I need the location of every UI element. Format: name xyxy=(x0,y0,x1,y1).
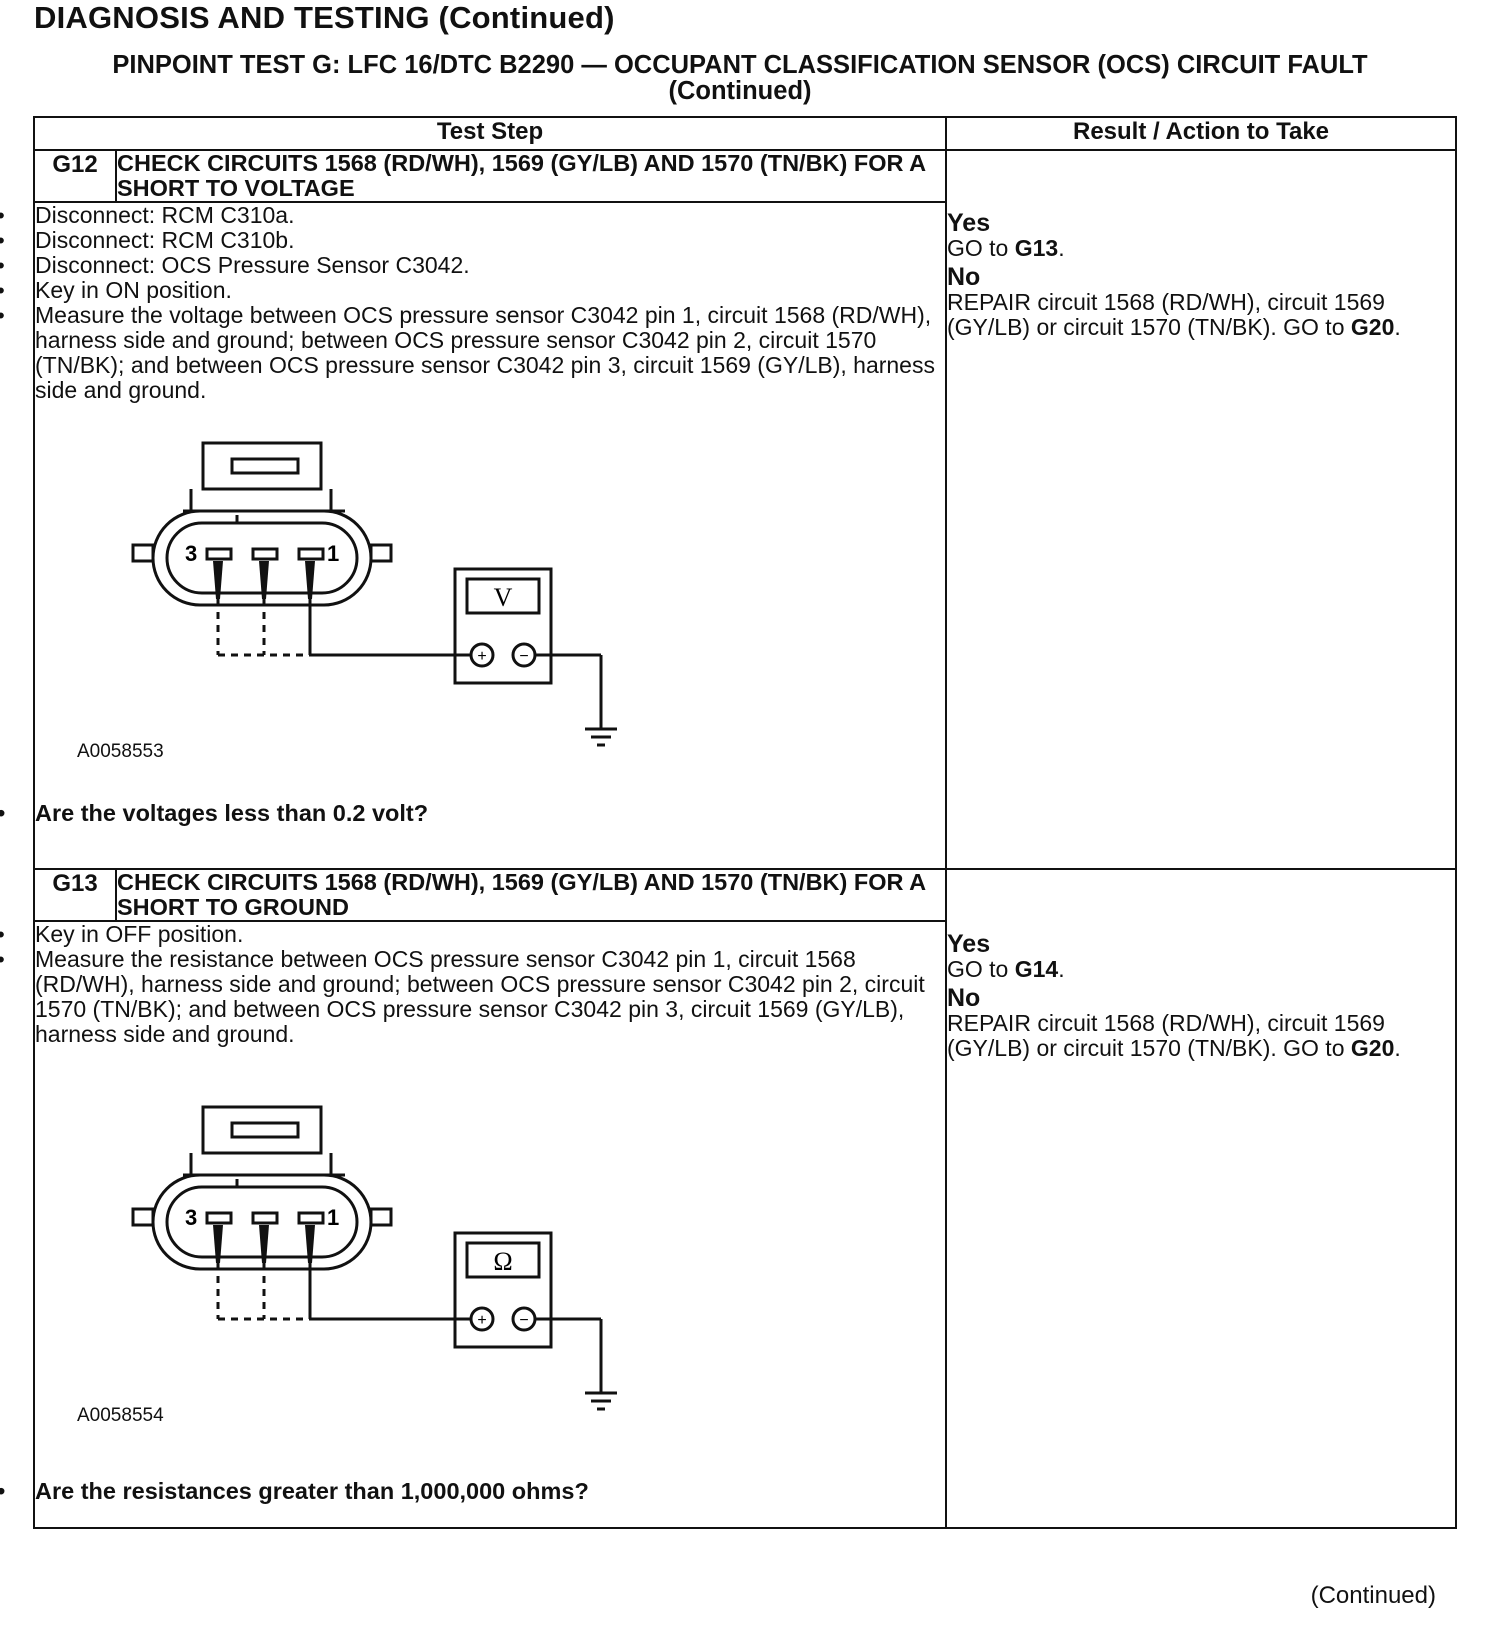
step-title: CHECK CIRCUITS 1568 (RD/WH), 1569 (GY/LB) AND 1570 (TN/BK) FOR A SHORT TO GROUND xyxy=(116,869,946,921)
step-title-row xyxy=(34,150,1456,202)
header-result: Result / Action to Take xyxy=(946,117,1456,150)
ohmmeter-diagram xyxy=(0,1067,705,1457)
pinpoint-test-table xyxy=(33,116,1457,1529)
result-yes-text: GO to xyxy=(947,956,1009,982)
action-item: • Disconnect: RCM C310b. xyxy=(35,228,945,253)
connector-tab-right xyxy=(371,1209,391,1225)
connector-tab-left xyxy=(133,1209,153,1225)
action-item: • Disconnect: OCS Pressure Sensor C3042. xyxy=(35,253,945,278)
result-yes-label: Yes xyxy=(947,209,991,237)
step-result: Yes GO to G13. No REPAIR circuit 1568 (RD/WH), circuit 1569 (GY/LB) or circuit 1570 (TN/BK). GO to G20. xyxy=(946,150,1456,869)
result-no-label: No xyxy=(947,984,981,1012)
header-test-step: Test Step xyxy=(34,117,946,150)
step-result: Yes GO to G14. No REPAIR circuit 1568 (RD/WH), circuit 1569 (GY/LB) or circuit 1570 (TN/BK). GO to G20. xyxy=(946,869,1456,1528)
connector-latch xyxy=(203,1107,321,1153)
result-no-ref: G20 xyxy=(1350,1035,1395,1061)
step-question: • Are the voltages less than 0.2 volt? xyxy=(35,801,945,826)
result-yes-ref: G13 xyxy=(1014,235,1059,261)
step-number: G13 xyxy=(34,869,116,921)
pin-label-1: 1 xyxy=(327,1205,340,1230)
meter-symbol: V xyxy=(493,583,513,612)
pin-label-3: 3 xyxy=(185,1205,198,1230)
continued-note: (Continued) xyxy=(1310,1582,1436,1609)
meter-plus-label: + xyxy=(477,1312,487,1329)
connector-tab-left xyxy=(133,545,153,561)
step-title-row xyxy=(34,869,1456,921)
meter-plus-label: + xyxy=(477,648,487,665)
result-no-text: REPAIR circuit 1568 (RD/WH), circuit 1569 (GY/LB) or circuit 1570 (TN/BK). GO to xyxy=(947,289,1385,340)
step-title: CHECK CIRCUITS 1568 (RD/WH), 1569 (GY/LB) AND 1570 (TN/BK) FOR A SHORT TO VOLTAGE xyxy=(116,150,946,202)
figure-id: A0058554 xyxy=(77,1405,164,1426)
step-content xyxy=(34,921,946,1528)
meter-minus-label: − xyxy=(519,648,529,665)
voltmeter-diagram xyxy=(0,403,705,793)
page-title: DIAGNOSIS AND TESTING (Continued) xyxy=(34,0,615,35)
meter-symbol: Ω xyxy=(493,1247,513,1276)
connector-tab-right xyxy=(371,545,391,561)
step-number: G12 xyxy=(34,150,116,202)
result-no-text: REPAIR circuit 1568 (RD/WH), circuit 1569 (GY/LB) or circuit 1570 (TN/BK). GO to xyxy=(947,1010,1385,1061)
connector-voltmeter-svg xyxy=(0,403,705,773)
action-item: • Measure the voltage between OCS pressure sensor C3042 pin 1, circuit 1568 (RD/WH), harness side and ground; between OCS pressure sensor C3042 pin 2, circuit 1570 (TN/BK); and between OCS pressure sensor C3042 pin 3, circuit 1569 (GY/LB), harness side and ground. xyxy=(35,303,945,403)
action-item: • Disconnect: RCM C310a. xyxy=(35,203,945,228)
step-content xyxy=(34,202,946,869)
connector-latch xyxy=(203,443,321,489)
action-item: • Measure the resistance between OCS pressure sensor C3042 pin 1, circuit 1568 (RD/WH), harness side and ground; between OCS pressure sensor C3042 pin 2, circuit 1570 (TN/BK); and between OCS pressure sensor C3042 pin 3, circuit 1569 (GY/LB), harness side and ground. xyxy=(35,947,945,1047)
result-yes-label: Yes xyxy=(947,930,991,958)
action-list xyxy=(35,922,945,1047)
pinpoint-test-title: PINPOINT TEST G: LFC 16/DTC B2290 — OCCUPANT CLASSIFICATION SENSOR (OCS) CIRCUIT FAULT (Continued) xyxy=(112,51,1368,105)
result-no-label: No xyxy=(947,263,981,291)
result-no-ref: G20 xyxy=(1350,314,1395,340)
action-item: • Key in OFF position. xyxy=(35,922,945,947)
result-yes-text: GO to xyxy=(947,235,1009,261)
meter-minus-label: − xyxy=(519,1312,529,1329)
action-list xyxy=(35,203,945,403)
pin-label-1: 1 xyxy=(327,541,340,566)
action-item: • Key in ON position. xyxy=(35,278,945,303)
figure-id: A0058553 xyxy=(77,741,164,762)
connector-ohmmeter-svg xyxy=(0,1067,705,1437)
step-question: • Are the resistances greater than 1,000,000 ohms? xyxy=(35,1479,945,1504)
table-header-row xyxy=(34,117,1456,150)
pin-label-3: 3 xyxy=(185,541,198,566)
result-yes-ref: G14 xyxy=(1014,956,1059,982)
